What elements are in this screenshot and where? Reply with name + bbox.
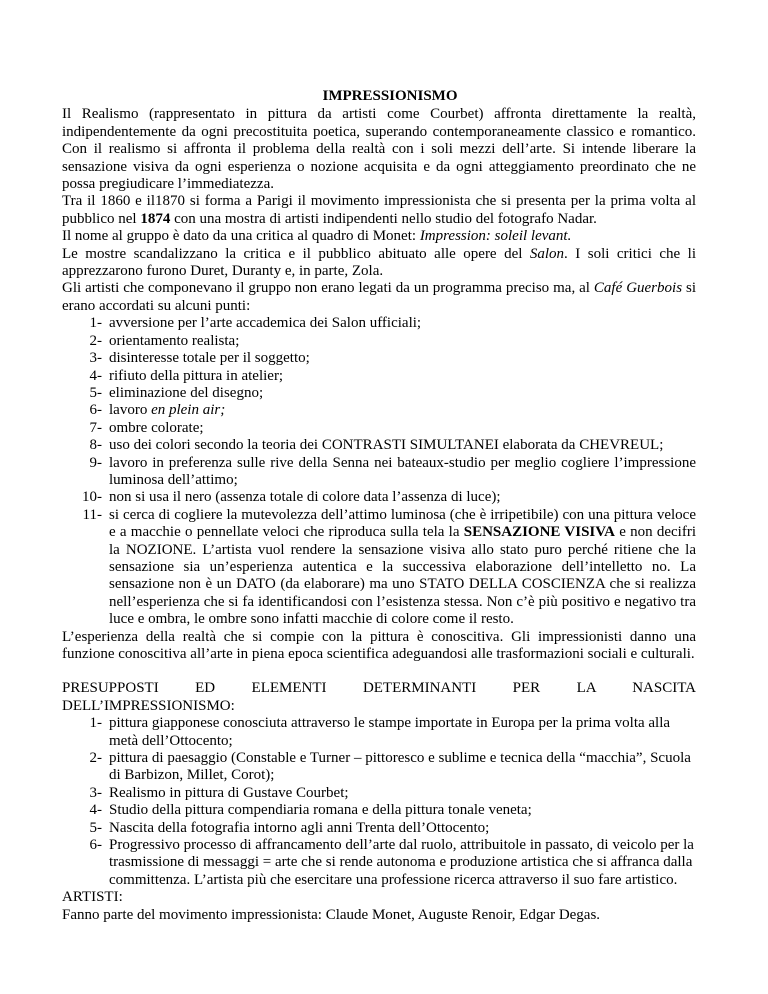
list-item: 11- si cerca di cogliere la mutevolezza dell’attimo luminosa (che è irripetibile) con una pittura veloce e a macchie o pennellate veloci che riproduca sulla tela la SENSAZIONE VISIVA e non decifri la NOZIONE. L’artista vuol rendere la sensazione visiva allo stato puro perché ritiene che la sensazione sia un’esperienza autentica e la successiva elaborazione dell’intelletto no. La sensazione non è un DATO (da elaborare) ma uno STATO DELLA COSCIENZA che si realizza nell’esperienza che si fa identificandosi con l’esistenza stessa. Non c’è più positivo e negativo tra luce e ombra, le ombre sono infatti macchie di colore come il resto. <box>82 506 696 628</box>
list-item: 7- ombre colorate; <box>89 419 204 436</box>
document-page <box>62 88 696 924</box>
document-title: IMPRESSIONISMO <box>322 88 458 104</box>
list-item: 6- lavoro en plein air; <box>89 402 226 419</box>
list-item: 8- uso dei colori secondo la teoria dei CONTRASTI SIMULTANEI elaborata da CHEVREUL; <box>89 437 664 454</box>
list-item: 2- pittura di paesaggio (Constable e Turner – pittoresco e sublime e tecnica della “macchia”, Scuola di Barbizon, Millet, Corot); <box>89 750 691 784</box>
presupposti-heading-line2: DELL’IMPRESSIONISMO: <box>62 697 235 714</box>
list-item: 6- Progressivo processo di affrancamento dell’arte dal ruolo, attribuitole in passato, di veicolo per la trasmissione di messaggi = arte che si rende autonoma e produzione artistica che si affranca dalla committenza. L’artista più che esercitare una professione ricerca attraverso il suo fare artistico. <box>89 837 694 888</box>
intro-paragraph-origin: Tra il 1860 e il1870 si forma a Parigi il movimento impressionista che si presenta per la prima volta al pubblico nel 1874 con una mostra di artisti indipendenti nello studio del fotografo Nadar. <box>62 193 696 227</box>
intro-paragraph-name: Il nome al gruppo è dato da una critica al quadro di Monet: Impression: soleil levant. <box>62 228 572 245</box>
principles-list <box>62 315 696 628</box>
artisti-heading: ARTISTI: <box>62 889 123 906</box>
year-1874: 1874 <box>140 210 171 227</box>
intro-paragraph-cafe: Gli artisti che componevano il gruppo non erano legati da un programma preciso ma, al Café Guerbois si erano accordati su alcuni punti: <box>62 280 696 314</box>
conclusion-paragraph: L’esperienza della realtà che si compie con la pittura è conoscitiva. Gli impressionisti danno una funzione conoscitiva all’arte in piena epoca scientifica adeguandosi alle trasformazioni sociali e culturali. <box>62 628 696 662</box>
intro-paragraph-critics: Le mostre scandalizzano la critica e il pubblico abituato alle opere del Salon. I soli critici che li apprezzarono furono Duret, Duranty e, in parte, Zola. <box>62 245 696 280</box>
list-item: 3- Realismo in pittura di Gustave Courbet; <box>89 784 349 801</box>
presupposti-list <box>62 715 696 889</box>
list-item: 4- Studio della pittura compendiaria romana e della pittura tonale veneta; <box>89 802 532 819</box>
list-item: 4- rifiuto della pittura in atelier; <box>89 367 284 384</box>
list-item: 1- avversione per l’arte accademica dei Salon ufficiali; <box>89 315 422 332</box>
list-item: 3- disinteresse totale per il soggetto; <box>89 350 310 367</box>
list-item: 9- lavoro in preferenza sulle rive della Senna nei bateaux-studio per meglio cogliere l’impressione luminosa dell’attimo; <box>89 454 696 488</box>
list-item: 1- pittura giapponese conosciuta attraverso le stampe importate in Europa per la prima volta alla metà dell’Ottocento; <box>89 715 671 749</box>
list-item: 5- eliminazione del disegno; <box>89 384 264 401</box>
list-item: 2- orientamento realista; <box>89 332 240 349</box>
sensazione-visiva-bold: SENSAZIONE VISIVA <box>463 524 615 541</box>
list-item: 10- non si usa il nero (assenza totale di colore data l’assenza di luce); <box>82 489 501 506</box>
presupposti-heading-line1: PRESUPPOSTI ED ELEMENTI DETERMINANTI PER LA NASCITA <box>62 680 696 697</box>
artisti-paragraph: Fanno parte del movimento impressionista: Claude Monet, Auguste Renoir, Edgar Degas. <box>62 906 601 923</box>
monet-work-title: Impression: soleil levant. <box>419 228 572 245</box>
list-item: 5- Nascita della fotografia intorno agli anni Trenta dell’Ottocento; <box>89 819 490 836</box>
intro-paragraph-realism: Il Realismo (rappresentato in pittura da artisti come Courbet) affronta direttamente la realtà, indipendentemente da ogni precostituita poetica, superando contemporaneamente classico e romantico. Con il realismo si affronta il problema della realtà con i soli mezzi dell’arte. Si intende liberare la sensazione visiva da ogni esperienza o nozione acquisita e da ogni atteggiamento preordinato che ne possa pregiudicare l’immediatezza. <box>62 106 696 193</box>
